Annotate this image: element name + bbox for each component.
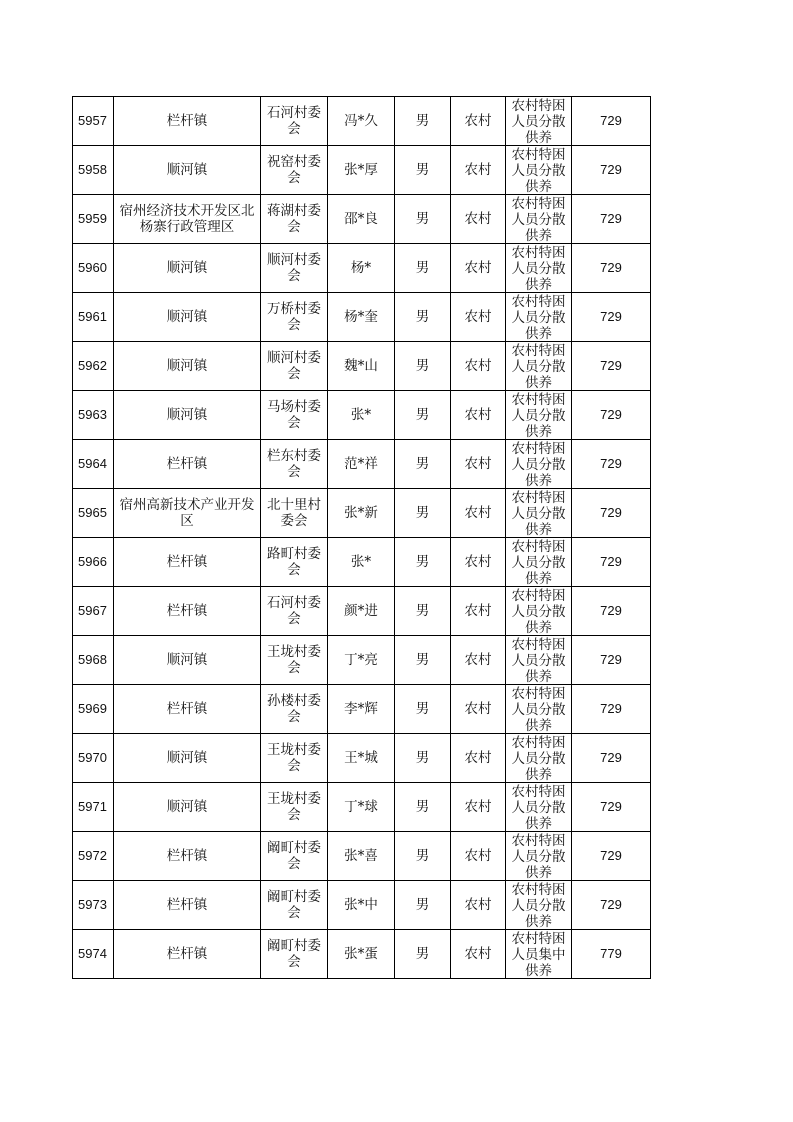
town-cell: 宿州经济技术开发区北杨寨行政管理区 — [114, 195, 261, 244]
amount-cell: 729 — [572, 391, 651, 440]
town-cell: 顺河镇 — [114, 342, 261, 391]
assistance-category-text: 农村特困人员分散供养 — [511, 343, 566, 390]
amount-cell: 779 — [572, 930, 651, 979]
town-cell: 栏杆镇 — [114, 97, 261, 146]
area-type-cell: 农村 — [451, 734, 506, 783]
area-type-cell: 农村 — [451, 293, 506, 342]
record-id-cell: 5962 — [73, 342, 114, 391]
record-id-cell: 5972 — [73, 832, 114, 881]
table-row — [73, 97, 651, 146]
amount-cell: 729 — [572, 685, 651, 734]
person-name-cell: 魏*山 — [328, 342, 395, 391]
area-type-cell: 农村 — [451, 538, 506, 587]
village-cell: 王垅村委会 — [261, 734, 328, 783]
assistance-category-cell — [506, 342, 572, 391]
assistance-category-text: 农村特困人员分散供养 — [511, 686, 566, 733]
assistance-category-text: 农村特困人员分散供养 — [511, 294, 566, 341]
area-type-cell: 农村 — [451, 832, 506, 881]
table-row — [73, 685, 651, 734]
record-id-cell: 5960 — [73, 244, 114, 293]
person-name-cell: 邵*良 — [328, 195, 395, 244]
village-cell: 栏东村委会 — [261, 440, 328, 489]
assistance-category-cell — [506, 538, 572, 587]
table-row — [73, 783, 651, 832]
record-id-cell: 5970 — [73, 734, 114, 783]
town-cell: 顺河镇 — [114, 293, 261, 342]
village-cell: 北十里村委会 — [261, 489, 328, 538]
record-id-cell: 5957 — [73, 97, 114, 146]
gender-cell: 男 — [395, 930, 451, 979]
assistance-category-cell — [506, 587, 572, 636]
table-row — [73, 342, 651, 391]
village-cell: 阚町村委会 — [261, 881, 328, 930]
record-id-cell: 5958 — [73, 146, 114, 195]
person-name-cell: 冯*久 — [328, 97, 395, 146]
gender-cell: 男 — [395, 97, 451, 146]
table-row — [73, 636, 651, 685]
area-type-cell: 农村 — [451, 930, 506, 979]
record-id-cell: 5967 — [73, 587, 114, 636]
village-cell: 阚町村委会 — [261, 930, 328, 979]
amount-cell: 729 — [572, 244, 651, 293]
gender-cell: 男 — [395, 685, 451, 734]
area-type-cell: 农村 — [451, 636, 506, 685]
village-cell: 马场村委会 — [261, 391, 328, 440]
town-cell: 顺河镇 — [114, 244, 261, 293]
area-type-cell: 农村 — [451, 391, 506, 440]
person-name-cell: 王*城 — [328, 734, 395, 783]
town-cell: 顺河镇 — [114, 734, 261, 783]
amount-cell: 729 — [572, 489, 651, 538]
town-cell: 栏杆镇 — [114, 685, 261, 734]
record-id-cell: 5959 — [73, 195, 114, 244]
village-cell: 万桥村委会 — [261, 293, 328, 342]
assistance-category-text: 农村特困人员分散供养 — [511, 588, 566, 635]
amount-cell: 729 — [572, 881, 651, 930]
town-cell: 栏杆镇 — [114, 587, 261, 636]
town-cell: 顺河镇 — [114, 783, 261, 832]
gender-cell: 男 — [395, 342, 451, 391]
record-id-cell: 5963 — [73, 391, 114, 440]
record-id-cell: 5965 — [73, 489, 114, 538]
amount-cell: 729 — [572, 636, 651, 685]
record-id-cell: 5961 — [73, 293, 114, 342]
area-type-cell: 农村 — [451, 685, 506, 734]
town-cell: 顺河镇 — [114, 146, 261, 195]
record-id-cell: 5968 — [73, 636, 114, 685]
gender-cell: 男 — [395, 244, 451, 293]
table-row — [73, 587, 651, 636]
area-type-cell: 农村 — [451, 195, 506, 244]
person-name-cell: 张*厚 — [328, 146, 395, 195]
village-cell: 路町村委会 — [261, 538, 328, 587]
assistance-category-cell — [506, 195, 572, 244]
assistance-category-cell — [506, 783, 572, 832]
assistance-category-text: 农村特困人员分散供养 — [511, 784, 566, 831]
amount-cell: 729 — [572, 734, 651, 783]
area-type-cell: 农村 — [451, 146, 506, 195]
assistance-category-text: 农村特困人员分散供养 — [511, 245, 566, 292]
gender-cell: 男 — [395, 832, 451, 881]
area-type-cell: 农村 — [451, 97, 506, 146]
village-cell: 顺河村委会 — [261, 244, 328, 293]
assistance-category-cell — [506, 636, 572, 685]
assistance-category-cell — [506, 489, 572, 538]
person-name-cell: 杨* — [328, 244, 395, 293]
amount-cell: 729 — [572, 440, 651, 489]
person-name-cell: 范*祥 — [328, 440, 395, 489]
gender-cell: 男 — [395, 538, 451, 587]
gender-cell: 男 — [395, 587, 451, 636]
gender-cell: 男 — [395, 293, 451, 342]
assistance-category-cell — [506, 293, 572, 342]
table-row — [73, 489, 651, 538]
assistance-category-cell — [506, 97, 572, 146]
amount-cell: 729 — [572, 293, 651, 342]
village-cell: 顺河村委会 — [261, 342, 328, 391]
assistance-category-text: 农村特困人员分散供养 — [511, 392, 566, 439]
gender-cell: 男 — [395, 146, 451, 195]
village-cell: 孙楼村委会 — [261, 685, 328, 734]
person-name-cell: 张*蛋 — [328, 930, 395, 979]
assistance-category-text: 农村特困人员分散供养 — [511, 98, 566, 145]
table-row — [73, 146, 651, 195]
records-table — [72, 96, 651, 979]
assistance-category-cell — [506, 734, 572, 783]
area-type-cell: 农村 — [451, 881, 506, 930]
table-row — [73, 195, 651, 244]
village-cell: 王垅村委会 — [261, 783, 328, 832]
village-cell: 阚町村委会 — [261, 832, 328, 881]
assistance-category-cell — [506, 244, 572, 293]
assistance-category-cell — [506, 440, 572, 489]
person-name-cell: 丁*亮 — [328, 636, 395, 685]
town-cell: 栏杆镇 — [114, 440, 261, 489]
village-cell: 祝窑村委会 — [261, 146, 328, 195]
gender-cell: 男 — [395, 440, 451, 489]
area-type-cell: 农村 — [451, 342, 506, 391]
person-name-cell: 李*辉 — [328, 685, 395, 734]
village-cell: 石河村委会 — [261, 97, 328, 146]
assistance-category-cell — [506, 881, 572, 930]
assistance-category-text: 农村特困人员集中供养 — [511, 931, 566, 978]
record-id-cell: 5971 — [73, 783, 114, 832]
assistance-category-cell — [506, 391, 572, 440]
gender-cell: 男 — [395, 195, 451, 244]
town-cell: 宿州高新技术产业开发区 — [114, 489, 261, 538]
assistance-category-text: 农村特困人员分散供养 — [511, 735, 566, 782]
amount-cell: 729 — [572, 587, 651, 636]
table-row — [73, 734, 651, 783]
assistance-category-text: 农村特困人员分散供养 — [511, 196, 566, 243]
person-name-cell: 丁*球 — [328, 783, 395, 832]
table-row — [73, 244, 651, 293]
record-id-cell: 5964 — [73, 440, 114, 489]
gender-cell: 男 — [395, 391, 451, 440]
village-cell: 王垅村委会 — [261, 636, 328, 685]
town-cell: 栏杆镇 — [114, 832, 261, 881]
amount-cell: 729 — [572, 832, 651, 881]
table-row — [73, 538, 651, 587]
table-row — [73, 440, 651, 489]
table-row — [73, 293, 651, 342]
table-row — [73, 832, 651, 881]
amount-cell: 729 — [572, 342, 651, 391]
town-cell: 栏杆镇 — [114, 538, 261, 587]
assistance-category-cell — [506, 930, 572, 979]
area-type-cell: 农村 — [451, 244, 506, 293]
gender-cell: 男 — [395, 783, 451, 832]
table-row — [73, 881, 651, 930]
gender-cell: 男 — [395, 636, 451, 685]
town-cell: 栏杆镇 — [114, 881, 261, 930]
assistance-category-text: 农村特困人员分散供养 — [511, 833, 566, 880]
person-name-cell: 张*新 — [328, 489, 395, 538]
person-name-cell: 张* — [328, 391, 395, 440]
person-name-cell: 张* — [328, 538, 395, 587]
table-body — [73, 97, 651, 979]
assistance-category-text: 农村特困人员分散供养 — [511, 147, 566, 194]
amount-cell: 729 — [572, 538, 651, 587]
area-type-cell: 农村 — [451, 587, 506, 636]
village-cell: 石河村委会 — [261, 587, 328, 636]
assistance-category-text: 农村特困人员分散供养 — [511, 637, 566, 684]
person-name-cell: 张*喜 — [328, 832, 395, 881]
town-cell: 顺河镇 — [114, 391, 261, 440]
amount-cell: 729 — [572, 146, 651, 195]
record-id-cell: 5966 — [73, 538, 114, 587]
assistance-category-text: 农村特困人员分散供养 — [511, 441, 566, 488]
amount-cell: 729 — [572, 97, 651, 146]
assistance-category-cell — [506, 832, 572, 881]
town-cell: 顺河镇 — [114, 636, 261, 685]
record-id-cell: 5969 — [73, 685, 114, 734]
assistance-category-cell — [506, 685, 572, 734]
assistance-category-text: 农村特困人员分散供养 — [511, 490, 566, 537]
person-name-cell: 张*中 — [328, 881, 395, 930]
area-type-cell: 农村 — [451, 783, 506, 832]
amount-cell: 729 — [572, 783, 651, 832]
person-name-cell: 杨*奎 — [328, 293, 395, 342]
town-cell: 栏杆镇 — [114, 930, 261, 979]
area-type-cell: 农村 — [451, 489, 506, 538]
record-id-cell: 5974 — [73, 930, 114, 979]
area-type-cell: 农村 — [451, 440, 506, 489]
gender-cell: 男 — [395, 489, 451, 538]
assistance-category-text: 农村特困人员分散供养 — [511, 882, 566, 929]
amount-cell: 729 — [572, 195, 651, 244]
record-id-cell: 5973 — [73, 881, 114, 930]
village-cell: 蒋湖村委会 — [261, 195, 328, 244]
assistance-category-cell — [506, 146, 572, 195]
table-row — [73, 391, 651, 440]
table-row — [73, 930, 651, 979]
gender-cell: 男 — [395, 881, 451, 930]
gender-cell: 男 — [395, 734, 451, 783]
assistance-category-text: 农村特困人员分散供养 — [511, 539, 566, 586]
person-name-cell: 颜*进 — [328, 587, 395, 636]
